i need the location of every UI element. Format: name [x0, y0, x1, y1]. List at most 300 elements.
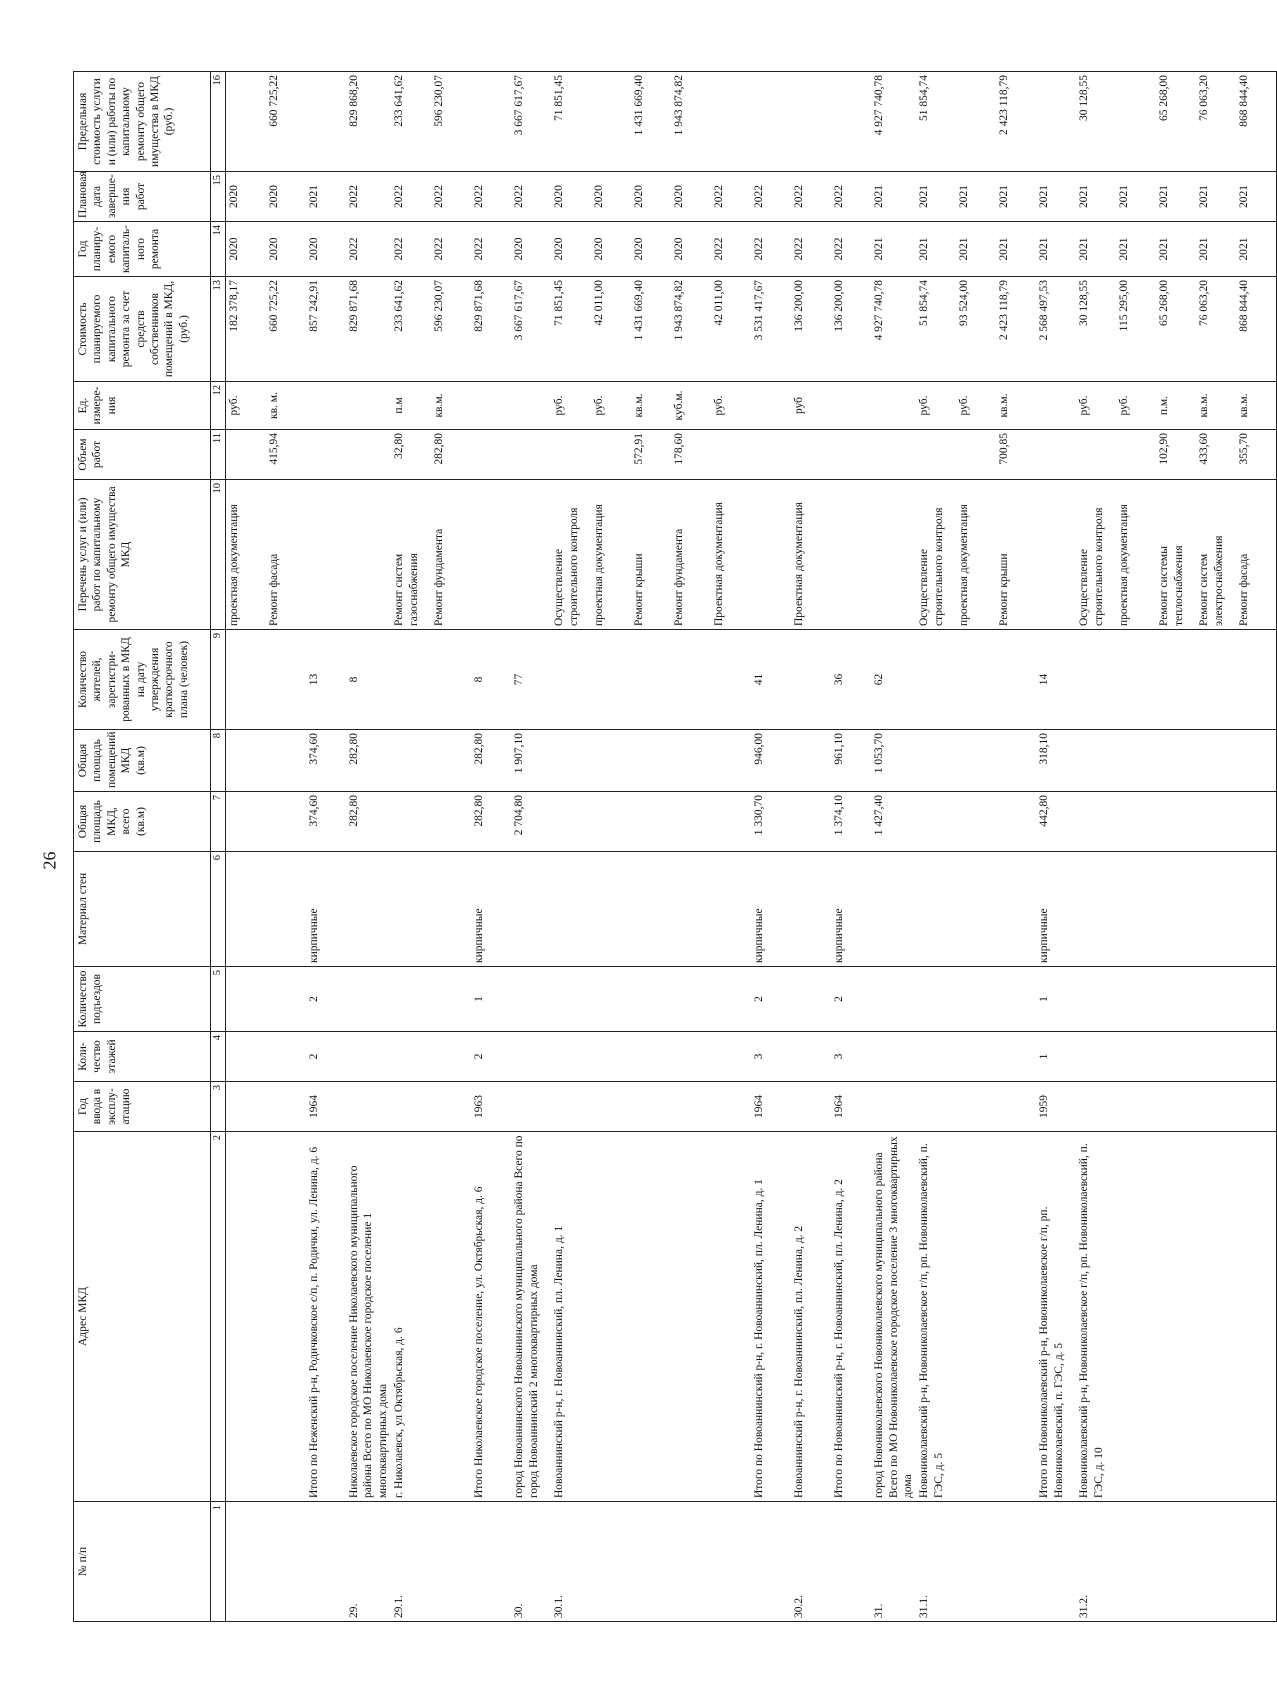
table-row — [1076, 72, 1116, 1622]
table-cell — [306, 480, 346, 630]
table-cell: Новоаннинский р-н, г. Новоаннинский, пл. Ленина, д. 1 — [551, 1132, 591, 1502]
table-cell — [871, 430, 916, 480]
table-cell: 2020 — [631, 222, 671, 277]
column-number: 5 — [211, 967, 226, 1032]
table-cell — [551, 1082, 591, 1132]
table-cell — [551, 730, 591, 792]
table-cell: 31. — [871, 1502, 916, 1622]
column-header: Ед. измере-ния — [74, 382, 211, 430]
table-cell — [391, 1082, 431, 1132]
table-cell — [266, 730, 306, 792]
table-cell: проектная документация — [226, 480, 267, 630]
table-cell — [391, 967, 431, 1032]
table-cell: руб. — [551, 382, 591, 430]
table-cell — [1116, 792, 1156, 852]
table-cell — [1196, 1502, 1236, 1622]
table-cell: 42 011,00 — [591, 277, 631, 382]
table-cell — [871, 382, 916, 430]
table-cell — [1236, 1132, 1277, 1502]
table-cell — [631, 967, 671, 1032]
table-cell: кв.м. — [996, 382, 1036, 430]
table-cell — [671, 730, 711, 792]
table-cell: 65 268,00 — [1156, 277, 1196, 382]
column-number: 2 — [211, 1132, 226, 1502]
table-cell — [431, 730, 471, 792]
table-cell: 2021 — [1156, 172, 1196, 222]
table-cell — [871, 1032, 916, 1082]
table-cell: 2022 — [471, 222, 511, 277]
table-cell: 2021 — [956, 172, 996, 222]
table-cell — [266, 1082, 306, 1132]
table-cell — [1116, 630, 1156, 730]
table-cell — [831, 72, 871, 172]
table-cell — [1156, 967, 1196, 1032]
table-cell: 2022 — [791, 222, 831, 277]
table-cell — [711, 630, 751, 730]
table-cell — [996, 1502, 1036, 1622]
table-cell — [431, 630, 471, 730]
table-cell: 8 — [471, 630, 511, 730]
column-number: 11 — [211, 430, 226, 480]
table-cell: 178,60 — [671, 430, 711, 480]
table-cell — [266, 1032, 306, 1082]
table-cell — [711, 1132, 751, 1502]
table-cell — [511, 1032, 551, 1082]
table-cell: 868 844,40 — [1236, 277, 1277, 382]
table-cell: 76 063,20 — [1196, 277, 1236, 382]
table-cell: кирпичные — [471, 852, 511, 967]
table-cell: Итого по Новоаннинский р-н, г. Новоаннинский, пл. Ленина, д. 2 — [831, 1132, 871, 1502]
table-cell: 1 — [471, 967, 511, 1032]
table-cell — [1236, 730, 1277, 792]
table-cell: 1 — [1036, 1032, 1076, 1082]
table-cell — [391, 630, 431, 730]
table-cell: 3 — [751, 1032, 791, 1082]
table-cell — [1116, 1502, 1156, 1622]
table-cell: 1 431 669,40 — [631, 72, 671, 172]
table-cell — [791, 630, 831, 730]
table-cell: кирпичные — [306, 852, 346, 967]
table-cell — [1076, 730, 1116, 792]
table-cell: 2020 — [266, 222, 306, 277]
column-number: 3 — [211, 1082, 226, 1132]
table-cell — [1156, 1082, 1196, 1132]
table-cell: 2021 — [871, 222, 916, 277]
table-cell: 2020 — [551, 172, 591, 222]
table-cell: 946,00 — [751, 730, 791, 792]
table-cell: 8 — [346, 630, 391, 730]
table-cell — [791, 1032, 831, 1082]
table-cell: 2022 — [511, 172, 551, 222]
table-cell — [1236, 792, 1277, 852]
table-cell: 2021 — [1116, 222, 1156, 277]
table-cell — [1116, 967, 1156, 1032]
table-cell: 2022 — [346, 172, 391, 222]
table-cell — [1156, 792, 1196, 852]
table-row — [631, 72, 671, 1622]
table-cell — [226, 1132, 267, 1502]
table-cell: 442,80 — [1036, 792, 1076, 852]
table-cell: 31.1. — [916, 1502, 956, 1622]
table-cell: Ремонт фасада — [1236, 480, 1277, 630]
table-cell — [1196, 1132, 1236, 1502]
table-cell: 2022 — [431, 222, 471, 277]
table-cell: 30 128,55 — [1076, 277, 1116, 382]
table-cell: 1 907,10 — [511, 730, 551, 792]
table-cell — [551, 430, 591, 480]
table-cell — [226, 72, 267, 172]
table-cell: 1 427,40 — [871, 792, 916, 852]
table-cell — [631, 1132, 671, 1502]
table-cell: 2021 — [1236, 172, 1277, 222]
table-cell — [871, 852, 916, 967]
table-cell: Новониколаевский р-н, Новониколаевское г/п, рп. Новониколаевский, п. ГЭС, д. 10 — [1076, 1132, 1116, 1502]
table-cell: 2020 — [591, 222, 631, 277]
column-number: 4 — [211, 1032, 226, 1082]
table-row — [1036, 72, 1076, 1622]
table-cell — [956, 630, 996, 730]
table-cell — [1116, 1082, 1156, 1132]
table-cell — [1116, 1032, 1156, 1082]
table-cell — [1236, 1502, 1277, 1622]
table-cell: 1 943 874,82 — [671, 277, 711, 382]
table-cell: 3 667 617,67 — [511, 277, 551, 382]
table-cell: кирпичные — [751, 852, 791, 967]
table-cell — [671, 967, 711, 1032]
table-cell: 2 704,80 — [511, 792, 551, 852]
table-cell: 2020 — [671, 172, 711, 222]
table-cell — [226, 430, 267, 480]
table-cell — [1116, 730, 1156, 792]
table-cell: кирпичные — [1036, 852, 1076, 967]
column-number-row — [211, 72, 226, 1622]
table-cell: Ремонт системы теплоснабжения — [1156, 480, 1196, 630]
table-cell: 2022 — [831, 222, 871, 277]
table-cell: руб. — [916, 382, 956, 430]
table-cell: город Новониколаевского Новониколаевского муниципального района Всего по МО Новониколаевское городское поселение 3 многоквартирных дома — [871, 1132, 916, 1502]
column-header: Коли-чество этажей — [74, 1032, 211, 1082]
table-cell: 318,10 — [1036, 730, 1076, 792]
table-cell — [751, 1502, 791, 1622]
column-number: 9 — [211, 630, 226, 730]
table-cell: 76 063,20 — [1196, 72, 1236, 172]
table-cell — [996, 1032, 1036, 1082]
table-cell — [631, 852, 671, 967]
table-cell — [511, 1082, 551, 1132]
table-cell: 51 854,74 — [916, 72, 956, 172]
table-cell: 2021 — [916, 172, 956, 222]
table-cell — [996, 1132, 1036, 1502]
table-cell: проектная документация — [956, 480, 996, 630]
table-cell — [346, 852, 391, 967]
table-cell: Итого по Новониколаевский р-н, Новониколаевское г/п, рп. Новониколаевский, п. ГЭС, д. 5 — [1036, 1132, 1076, 1502]
column-number: 16 — [211, 72, 226, 172]
table-cell — [1156, 1132, 1196, 1502]
table-cell: 282,80 — [471, 730, 511, 792]
table-cell: 355,70 — [1236, 430, 1277, 480]
table-cell — [711, 1032, 751, 1082]
table-cell: 30.2. — [791, 1502, 831, 1622]
table-cell — [751, 430, 791, 480]
table-cell — [791, 967, 831, 1032]
table-cell — [1116, 72, 1156, 172]
table-cell — [711, 967, 751, 1032]
column-header: Общая площадь МКД, всего (кв.м) — [74, 792, 211, 852]
table-cell: 2021 — [306, 172, 346, 222]
table-cell — [1236, 852, 1277, 967]
table-cell: Новоаннинский р-н, г. Новоаннинский, пл. Ленина, д. 2 — [791, 1132, 831, 1502]
table-cell — [671, 1082, 711, 1132]
table-cell — [1156, 730, 1196, 792]
table-cell: г. Николаевск, ул Октябрьская, д. 6 — [391, 1132, 431, 1502]
table-cell: 2021 — [1116, 172, 1156, 222]
table-cell — [1196, 967, 1236, 1032]
table-cell: 71 851,45 — [551, 277, 591, 382]
table-cell: 2020 — [551, 222, 591, 277]
table-cell — [591, 1132, 631, 1502]
table-cell — [591, 730, 631, 792]
table-cell: Ремонт крыши — [631, 480, 671, 630]
table-cell: 30. — [511, 1502, 551, 1622]
table-body — [211, 72, 1277, 1622]
table-cell: 36 — [831, 630, 871, 730]
table-row — [831, 72, 871, 1622]
table-cell: 2 423 118,79 — [996, 277, 1036, 382]
table-cell — [306, 1502, 346, 1622]
table-cell — [471, 72, 511, 172]
table-cell — [871, 480, 916, 630]
table-cell — [671, 852, 711, 967]
table-cell — [1076, 430, 1116, 480]
table-row — [306, 72, 346, 1622]
table-cell — [916, 792, 956, 852]
table-cell: 2021 — [1036, 222, 1076, 277]
column-header: Стоимость планируемого капитального ремонта за счет средств собственников помещений в МКД, (руб.) — [74, 277, 211, 382]
table-cell: руб — [791, 382, 831, 430]
table-cell — [591, 430, 631, 480]
table-row — [711, 72, 751, 1622]
table-cell — [391, 852, 431, 967]
table-cell: 2020 — [631, 172, 671, 222]
table-cell — [1076, 852, 1116, 967]
table-cell: кв.м. — [431, 382, 471, 430]
column-number: 8 — [211, 730, 226, 792]
table-row — [346, 72, 391, 1622]
column-header: Адрес МКД — [74, 1132, 211, 1502]
table-cell — [916, 852, 956, 967]
table-cell — [431, 1132, 471, 1502]
table-cell — [346, 1032, 391, 1082]
table-cell: 2021 — [916, 222, 956, 277]
table-cell — [511, 480, 551, 630]
table-cell: кв.м. — [1196, 382, 1236, 430]
table-cell — [551, 967, 591, 1032]
table-cell: 3 531 417,67 — [751, 277, 791, 382]
table-cell — [1236, 1082, 1277, 1132]
table-cell — [511, 852, 551, 967]
table-cell: 32,80 — [391, 430, 431, 480]
table-cell — [226, 1032, 267, 1082]
table-cell — [346, 382, 391, 430]
table-cell: 1 943 874,82 — [671, 72, 711, 172]
table-cell — [671, 1132, 711, 1502]
table-cell: 2022 — [391, 222, 431, 277]
table-cell: руб. — [226, 382, 267, 430]
table-cell — [266, 630, 306, 730]
table-cell — [1196, 630, 1236, 730]
table-row — [956, 72, 996, 1622]
table-cell: Итого Николаевское городское поселение, ул. Октябрьская, д. 6 — [471, 1132, 511, 1502]
table-cell: 2 — [751, 967, 791, 1032]
table-cell — [1196, 852, 1236, 967]
table-row — [591, 72, 631, 1622]
table-cell: 572,91 — [631, 430, 671, 480]
table-cell: 2022 — [346, 222, 391, 277]
table-cell: Ремонт фундамента — [671, 480, 711, 630]
table-cell: 2 — [306, 967, 346, 1032]
table-cell: Новониколаевский р-н, Новониколаевское г/п, рп. Новониколаевский, п. ГЭС, д. 5 — [916, 1132, 956, 1502]
table-cell — [916, 430, 956, 480]
table-cell — [591, 852, 631, 967]
table-cell: 2 423 118,79 — [996, 72, 1036, 172]
table-cell: Ремонт систем газоснабжения — [391, 480, 431, 630]
table-cell: Осуществление строительного контроля — [916, 480, 956, 630]
table-cell — [711, 730, 751, 792]
table-row — [551, 72, 591, 1622]
table-cell — [956, 730, 996, 792]
table-cell — [511, 967, 551, 1032]
table-cell — [956, 430, 996, 480]
table-cell: 2 568 497,53 — [1036, 277, 1076, 382]
table-cell — [1236, 1032, 1277, 1082]
table-cell — [551, 630, 591, 730]
table-cell — [471, 382, 511, 430]
table-cell: 93 524,00 — [956, 277, 996, 382]
table-cell — [916, 630, 956, 730]
table-cell — [631, 730, 671, 792]
table-cell: 282,80 — [471, 792, 511, 852]
table-cell: 30 128,55 — [1076, 72, 1116, 172]
table-cell — [1236, 630, 1277, 730]
table-cell — [266, 1132, 306, 1502]
table-cell — [1236, 967, 1277, 1032]
table-cell — [956, 1082, 996, 1132]
table-cell — [551, 1032, 591, 1082]
table-cell — [431, 1082, 471, 1132]
table-cell — [471, 430, 511, 480]
table-row — [1196, 72, 1236, 1622]
table-cell — [671, 792, 711, 852]
table-cell — [591, 792, 631, 852]
table-cell — [831, 382, 871, 430]
table-cell: 829 868,20 — [346, 72, 391, 172]
table-row — [391, 72, 431, 1622]
table-cell — [711, 792, 751, 852]
column-header: Плановая дата заверше-ния работ — [74, 172, 211, 222]
table-cell: 2022 — [431, 172, 471, 222]
table-cell: 77 — [511, 630, 551, 730]
table-cell — [671, 630, 711, 730]
table-cell: 961,10 — [831, 730, 871, 792]
table-cell — [306, 382, 346, 430]
table-cell — [956, 1502, 996, 1622]
table-cell — [346, 480, 391, 630]
table-cell: Ремонт систем электроснабжения — [1196, 480, 1236, 630]
table-cell — [1076, 792, 1116, 852]
table-cell — [791, 792, 831, 852]
table-cell — [791, 852, 831, 967]
table-row — [671, 72, 711, 1622]
table-cell — [791, 72, 831, 172]
table-cell: руб. — [1076, 382, 1116, 430]
table-cell — [391, 1032, 431, 1082]
table-row — [226, 72, 267, 1622]
table-cell — [996, 852, 1036, 967]
table-cell: п.м — [391, 382, 431, 430]
table-cell: 71 851,45 — [551, 72, 591, 172]
table-cell: 29. — [346, 1502, 391, 1622]
table-cell: 415,94 — [266, 430, 306, 480]
table-cell: 2021 — [1076, 222, 1116, 277]
table-cell — [1116, 852, 1156, 967]
table-cell: 2021 — [996, 222, 1036, 277]
table-cell: 1 053,70 — [871, 730, 916, 792]
table-cell: кв. м. — [266, 382, 306, 430]
table-cell: 2020 — [266, 172, 306, 222]
table-row — [431, 72, 471, 1622]
table-cell: руб. — [956, 382, 996, 430]
table-cell — [631, 1502, 671, 1622]
table-cell — [431, 852, 471, 967]
column-header: Материал стен — [74, 852, 211, 967]
table-cell: 2022 — [711, 172, 751, 222]
table-cell: 2020 — [226, 222, 267, 277]
table-cell: 182 378,17 — [226, 277, 267, 382]
table-cell — [1196, 730, 1236, 792]
table-cell: 1963 — [471, 1082, 511, 1132]
table-cell: 136 200,00 — [831, 277, 871, 382]
column-number: 6 — [211, 852, 226, 967]
table-cell: Проектная документация — [711, 480, 751, 630]
table-cell: 2021 — [1196, 172, 1236, 222]
table-cell: 2022 — [751, 172, 791, 222]
column-number: 15 — [211, 172, 226, 222]
table-row — [1236, 72, 1277, 1622]
table-cell: 136 200,00 — [791, 277, 831, 382]
table-cell — [996, 730, 1036, 792]
column-header: Год ввода в эксплу-атацию — [74, 1082, 211, 1132]
table-cell: 1 — [1036, 967, 1076, 1032]
table-cell — [831, 1502, 871, 1622]
table-cell: 2022 — [471, 172, 511, 222]
table-cell — [916, 1032, 956, 1082]
table-cell — [791, 1082, 831, 1132]
table-cell: 660 725,22 — [266, 72, 306, 172]
table-cell: город Новоаннинского Новоаннинского муниципального района Всего по город Новоаннинский 2 многоквартирных дома — [511, 1132, 551, 1502]
column-number: 14 — [211, 222, 226, 277]
table-cell — [551, 792, 591, 852]
table-cell — [671, 1032, 711, 1082]
table-cell — [391, 792, 431, 852]
table-cell: 2020 — [591, 172, 631, 222]
table-cell: 3 667 617,67 — [511, 72, 551, 172]
table-cell — [956, 967, 996, 1032]
column-header: № п/п — [74, 1502, 211, 1622]
table-cell: Николаевское городское поселение Николаевского муниципального района Всего по МО Николаевское городское поселение 1 многоквартирных дома — [346, 1132, 391, 1502]
table-cell — [1156, 852, 1196, 967]
table-cell — [306, 72, 346, 172]
table-cell: Осуществление строительного контроля — [1076, 480, 1116, 630]
